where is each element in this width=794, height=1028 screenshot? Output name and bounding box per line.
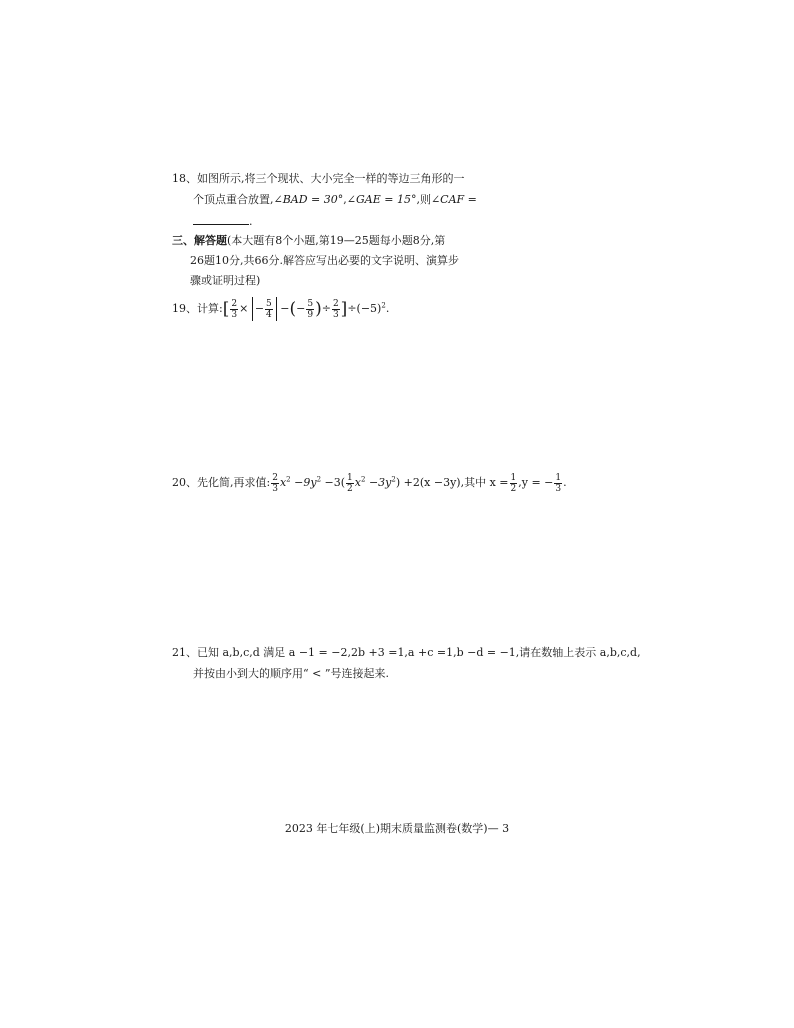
q19-fraction-1: $\frac{2}{3}$ xyxy=(231,298,238,320)
q19-open-paren: ( xyxy=(289,299,297,319)
q20-expression xyxy=(172,470,567,498)
q20-fraction-1: $\frac{2}{3}$ xyxy=(272,472,278,494)
q19-fraction-4: $\frac{2}{3}$ xyxy=(332,298,339,320)
q19-fraction-2: $\frac{5}{4}$ xyxy=(266,298,272,320)
q19-end: . xyxy=(385,302,390,315)
section3-heading: 三、解答题 xyxy=(172,234,227,247)
q19-div1: ÷ xyxy=(321,302,331,315)
q20-square-4: 2 xyxy=(391,475,396,484)
q20-term-x2: x xyxy=(354,476,361,489)
q20-term-3: −3( xyxy=(321,476,346,489)
section3-line1 xyxy=(172,234,445,248)
page-footer: 2023 年七年级(上)期末质量监测卷(数学)— 3 xyxy=(284,822,510,835)
q21-text-line2: 并按由小到大的顺序用“ < ”号连接起来. xyxy=(193,667,389,680)
q19-open-bracket: [ xyxy=(222,299,230,319)
q18-answer-blank xyxy=(193,213,249,225)
q19-neg: − xyxy=(296,302,306,315)
q19-expression xyxy=(172,296,389,324)
q20-term-x: x xyxy=(279,476,287,489)
q19-tail: (−5) xyxy=(356,302,382,315)
q19-div2: ÷ xyxy=(347,302,357,315)
q18-angle-caf: ∠CAF = xyxy=(430,193,477,206)
q18-line1 xyxy=(172,172,465,186)
q20-fraction-x: $\frac{1}{2}$ xyxy=(510,472,517,494)
q18-angle-gae: ∠GAE = 15° xyxy=(346,193,417,206)
q19-exponent: 2 xyxy=(381,301,386,310)
q19-close-paren: ) xyxy=(315,299,322,319)
q18-sep1: , xyxy=(343,193,347,206)
q18-text-line2: 个顶点重合放置, xyxy=(193,193,274,206)
q19-minus: − xyxy=(280,302,290,315)
q21-line2 xyxy=(193,667,389,681)
q20-term-3y: −3y xyxy=(365,476,392,489)
q18-text-line1: 、如图所示,将三个现状、大小完全一样的等边三角形的一 xyxy=(186,172,465,185)
q20-term-rest: ) +2(x −3y),其中 x = xyxy=(395,476,509,489)
q19-close-bracket: ] xyxy=(340,299,348,319)
q18-line2 xyxy=(193,193,477,207)
section3-text-line3: 骤或证明过程) xyxy=(190,274,261,287)
q18-number: 18 xyxy=(172,172,186,185)
section3-line2 xyxy=(190,254,459,268)
q19-absolute-value: − $\frac{5}{4}$ xyxy=(252,297,277,321)
q20-term-9y: −9y xyxy=(290,476,317,489)
q20-term-y: ,y = − xyxy=(518,476,554,489)
q18-line3 xyxy=(193,213,253,229)
q19-fraction-3: $\frac{5}{9}$ xyxy=(307,298,314,320)
q20-fraction-y: $\frac{1}{3}$ xyxy=(555,472,562,494)
section3-text-line1: (本大题有8个小题,第19—25题每小题8分,第 xyxy=(227,234,446,247)
q19-times: × xyxy=(239,302,249,315)
q18-sep2: ,则 xyxy=(416,193,431,206)
q18-angle-bad: ∠BAD = 30° xyxy=(273,193,344,206)
q19-number: 19 xyxy=(172,302,186,315)
q18-end: . xyxy=(249,215,253,228)
q21-number: 21 xyxy=(172,646,186,659)
q20-fraction-2: $\frac{1}{2}$ xyxy=(347,472,353,494)
section3-text-line2: 26题10分,共66分.解答应写出必要的文字说明、演算步 xyxy=(190,254,459,267)
q20-square-1: 2 xyxy=(286,475,291,484)
q19-prefix: 、计算: xyxy=(186,302,223,315)
q20-square-3: 2 xyxy=(361,475,366,484)
q20-number: 20 xyxy=(172,476,186,489)
q21-line1 xyxy=(172,646,641,660)
q21-text-line1: 、已知 a,b,c,d 满足 a −1 = −2,2b +3 =1,a +c =1,b −d = −1,请在数轴上表示 a,b,c,d, xyxy=(186,646,641,659)
q20-end: . xyxy=(563,476,567,489)
q20-square-2: 2 xyxy=(316,475,322,484)
q20-prefix: 、先化简,再求值: xyxy=(186,476,271,489)
section3-line3 xyxy=(190,274,260,288)
